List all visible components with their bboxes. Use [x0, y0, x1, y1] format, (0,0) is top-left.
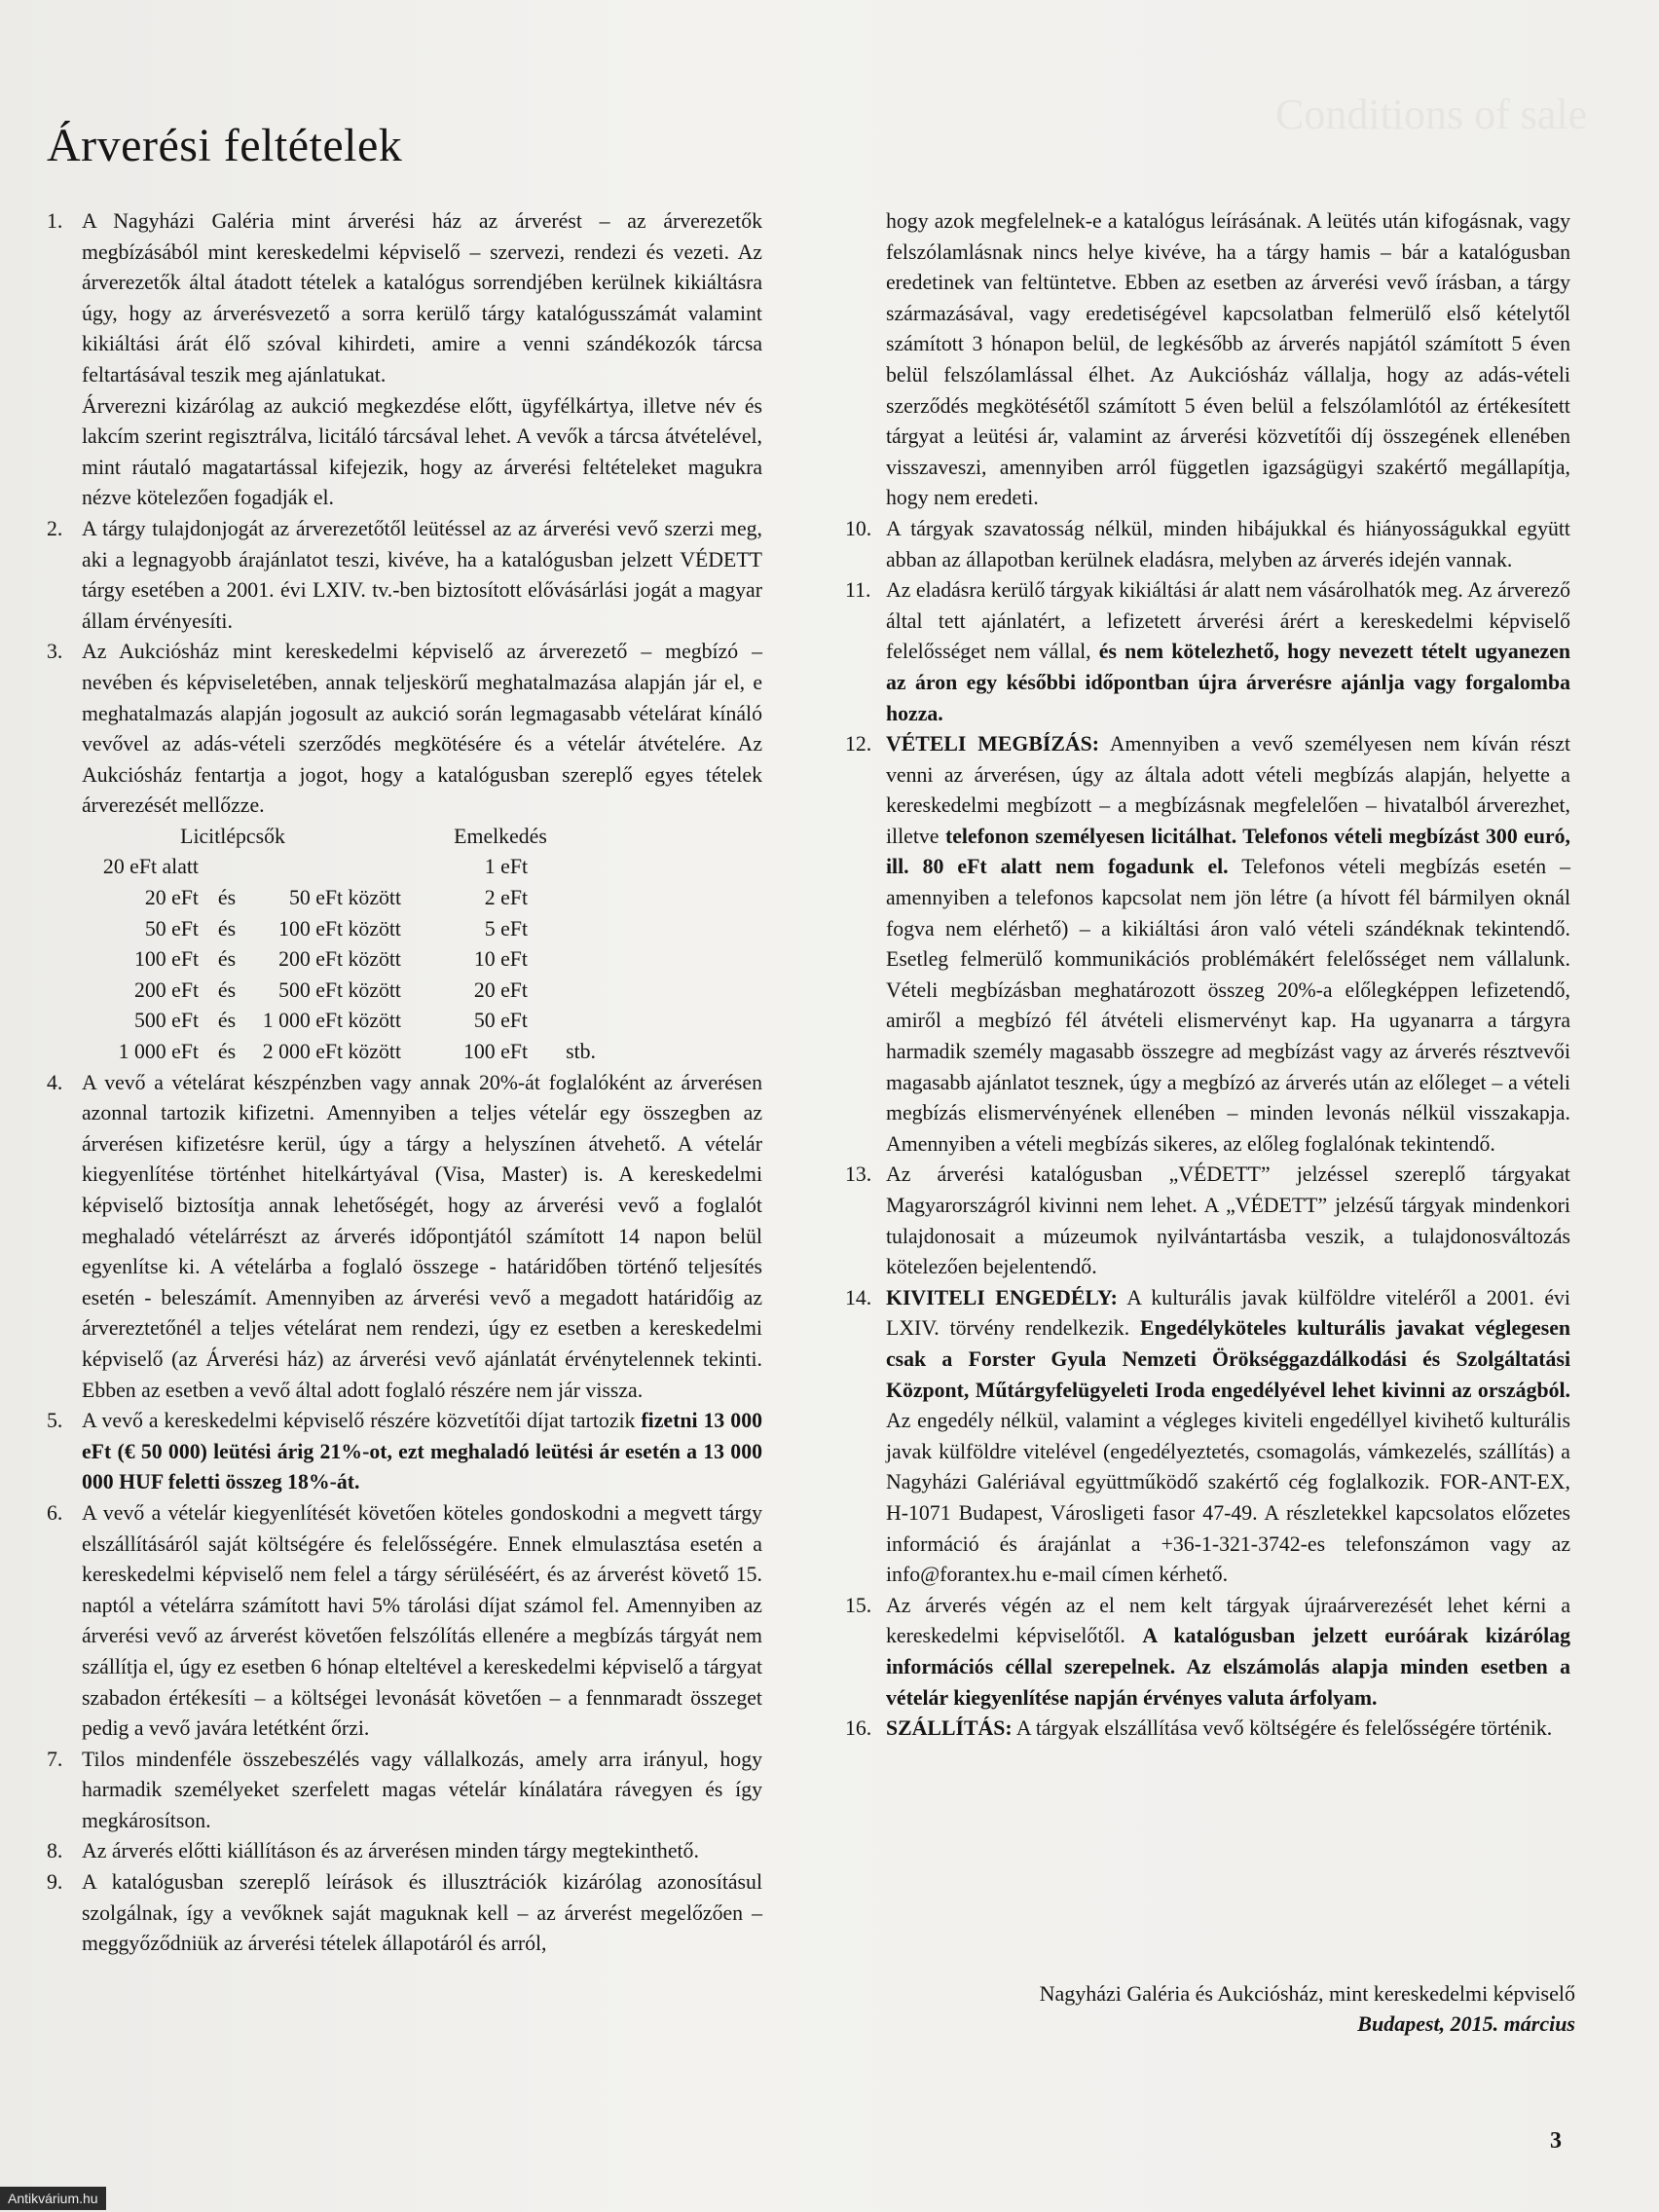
item-text-bold: A katalógusban jelzett euróárak kizárólag információs céllal szerepelnek. Az elszámolás alapja minden esetben a vételár kiegyenlítése napján érvényes valuta árfolyam.: [886, 1624, 1570, 1710]
term-item-1: [47, 206, 762, 514]
cell-from: 100 eFt: [134, 947, 199, 972]
term-item-14: [845, 1283, 1570, 1591]
item-number: 9.: [47, 1870, 63, 1895]
cell-to: 500 eFt között: [278, 977, 401, 1002]
term-item-12: [845, 729, 1570, 1160]
term-item-3: [47, 637, 762, 822]
item-number: 12.: [845, 732, 872, 756]
cell-from: 50 eFt: [144, 916, 199, 940]
item-number: 5.: [47, 1409, 63, 1433]
item-text: Az Aukciósház mint kereskedelmi képviselő az árverezető – megbízó – nevében és képviseletében, annak teljeskörű meghatalmazása alapján jár el, e meghatalmazás alapján jogosult az aukció során legmagasabb vételárat kínáló vevővel az adás-vételi szerződés megkötésére és a vételár átvételére. Az Aukciósház fentartja a jogot, hogy a katalógusban szereplő egyes tételek árverezését mellőzze.: [82, 640, 762, 818]
cell-note: stb.: [566, 1040, 596, 1064]
term-item-16: [845, 1714, 1570, 1745]
term-item-15: [845, 1591, 1570, 1714]
cell-increment: 100 eFt: [463, 1040, 528, 1064]
right-column: [845, 206, 1570, 1745]
item-number: 8.: [47, 1839, 63, 1863]
bid-increment-table: [47, 822, 762, 1068]
item-text: Amennyiben a vevő személyesen nem kíván részt venni az árverésen, úgy az általa adott vételi megbízás alapján, helyette a kereskedelmi megbízott – a megbízásnak megfelelően – hivatalból árverezhet, illetve: [886, 732, 1570, 848]
cell-to: 100 eFt között: [278, 916, 401, 940]
item-text: Az eladásra kerülő tárgyak kikiáltási ár alatt nem vásárolhatók meg. Az árverező által tett ajánlatért, a lefizetett árverési árért a kereskedelmi képviselő felelősséget nem vállal,: [886, 578, 1570, 664]
header-bid-steps: Licitlépcsők: [180, 824, 285, 848]
item-lead: VÉTELI MEGBÍZÁS:: [886, 732, 1100, 756]
table-row: [82, 976, 762, 1007]
term-item-4: [47, 1068, 762, 1407]
item-text-bold: és nem kötelezhető, hogy nevezett tételt ugyanezen az áron egy későbbi időpontban újra árverésre ajánlja vagy forgalomba hozza.: [886, 640, 1570, 725]
item-text: hogy azok megfelelnek-e a katalógus leírásának. A leütés után kifogásnak, vagy felszólamlásnak nincs helye kivéve, ha a tárgy hamis – bár a katalógusban eredetinek van feltüntetve. Ebben az esetben az árverési vevő írásban, a tárgy származásával, vagy eredetiségével kapcsolatban felmerülő első kételytől számított 3 hónapon belül, de legkésőbb az árverés napjától számított 5 éven belül felszólamlással élhet. Az Aukciósház vállalja, hogy az adás-vételi szerződés megkötésétől számított 5 éven belül a felszólamlótól az értékesített tárgyat a leütési ár, valamint az árverési közvetítői díj összegének ellenében visszaveszi, amennyiben arról független igazságügyi szakértő megállapítja, hogy nem eredeti.: [886, 209, 1570, 510]
show-through-heading: Conditions of sale: [1275, 91, 1588, 138]
page-title: Árverési feltételek: [47, 120, 403, 171]
term-item-8: [47, 1836, 762, 1867]
item-text-bold: telefonon személyesen licitálhat. Telefonos vételi megbízást 300 euró, ill. 80 eFt alatt nem fogadunk el.: [886, 824, 1571, 879]
item-text: A vevő a kereskedelmi képviselő részére közvetítői díjat tartozik: [82, 1409, 642, 1433]
term-item-9: [47, 1867, 762, 1960]
cell-to: 2 000 eFt között: [262, 1040, 401, 1064]
cell-increment: 50 eFt: [473, 1009, 528, 1033]
cell-and: és: [217, 1009, 237, 1033]
item-text: Az árverés végén az el nem kelt tárgyak újraárverezését lehet kérni a kereskedelmi képviselőtől.: [886, 1593, 1570, 1648]
term-item-11: [845, 575, 1570, 729]
watermark-label: Antikvárium.hu: [0, 2187, 106, 2210]
item-number: 14.: [845, 1285, 872, 1309]
table-row: [82, 852, 762, 883]
table-row: [82, 1006, 762, 1037]
item-text: A kulturális javak külföldre viteléről a 2001. évi LXIV. törvény rendelkezik.: [886, 1285, 1570, 1341]
cell-to: [255, 852, 401, 883]
item-text: A tárgyak szavatosság nélkül, minden hibájukkal és hiányosságukkal együtt abban az állapotban kerülnek eladásra, melyben az árverés idején vannak.: [886, 516, 1570, 571]
item-number: 13.: [845, 1162, 872, 1187]
cell-and: és: [217, 977, 237, 1002]
table-row: [82, 1037, 762, 1068]
term-item-13: [845, 1160, 1570, 1282]
cell-from: 20 eFt alatt: [102, 855, 199, 879]
item-text-tail: Az engedély nélkül, valamint a végleges kiviteli engedéllyel kivihető kulturális javak külföldre vitelével (engedélyeztetés, csomagolás, vámkezelés, szállítás) a Nagyházi Galériával együttműködő szakértő cég foglalkozik. FOR-ANT-EX, H-1071 Budapest, Városligeti fasor 47-49. A részletekkel kapcsolatos előzetes információ és árajánlat a +36-1-321-3742-es telefonszámon vagy az info@forantex.hu e-mail címen kérhető.: [886, 1409, 1570, 1587]
item-number: 4.: [47, 1070, 63, 1094]
table-row: [82, 883, 762, 914]
left-column: [47, 206, 762, 1960]
item-text: A katalógusban szereplő leírások és illusztrációk kizárólag azonosításul szolgálnak, így a vevőknek saját maguknak kell – az árverést megelőzően – meggyőződniük az árverési tételek állapotáról és arról,: [82, 1870, 762, 1956]
item-text-continued: Árverezni kizárólag az aukció megkezdése előtt, ügyfélkártya, illetve név és lakcím szerint regisztrálva, licitáló tárcsával lehet. A vevők a tárcsa átvételével, mint ráutaló magatartással kifejezik, hogy az árverési feltételeket magukra nézve kötelezően fogadják el.: [82, 393, 762, 510]
cell-and: és: [217, 916, 237, 940]
cell-to: 1 000 eFt között: [262, 1009, 401, 1033]
signature-block: [845, 1978, 1575, 2039]
table-header: [82, 822, 762, 853]
item-number: 2.: [47, 516, 63, 540]
cell-increment: 2 eFt: [484, 886, 528, 910]
cell-and: [199, 852, 255, 883]
item-number: 1.: [47, 209, 63, 233]
cell-note: [528, 883, 596, 914]
cell-note: [528, 944, 596, 976]
cell-increment: 5 eFt: [484, 916, 528, 940]
cell-note: [528, 1006, 596, 1037]
cell-from: 20 eFt: [144, 886, 199, 910]
item-lead: SZÁLLÍTÁS:: [886, 1716, 1013, 1741]
cell-from: 1 000 eFt: [118, 1040, 199, 1064]
term-item-7: [47, 1745, 762, 1837]
item-number: 7.: [47, 1747, 63, 1771]
cell-note: [528, 976, 596, 1007]
table-row: [82, 914, 762, 945]
item-number: 15.: [845, 1593, 872, 1617]
cell-and: és: [217, 947, 237, 972]
item-number: 3.: [47, 640, 63, 664]
item-text-bold: fizetni 13 000 eFt (€ 50 000) leütési árig 21%-ot, ezt meghaladó leütési ár esetén a 13 000 000 HUF feletti összeg 18%-át.: [82, 1409, 762, 1494]
item-text: Az árverési katalógusban „VÉDETT” jelzéssel szereplő tárgyakat Magyarországról kivinni nem lehet. A „VÉDETT” jelzésű tárgyak mindenkori tulajdonosait a múzeumok nyilvántartásba veszik, a tulajdonosváltozás kötelezően bejelentendő.: [886, 1162, 1570, 1279]
item-text-tail: Telefonos vételi megbízás esetén – amennyiben a telefonos kapcsolat nem jön létre (a hívott fél bármilyen oknál fogva nem elérhető) – a kikiáltási áron való vételi szándéknak tekintendő. Esetleg felmerülő kommunikációs problémákért felelősséget nem vállalunk. Vételi megbízásban meghatározott összeg 20%-a előlegképpen lefizetendő, amiről a megbízó fél átvételi elismervényt kap. Ha ugyanarra a tárgyra harmadik személy magasabb összegre ad megbízást vagy az árverés résztvevői magasabb ajánlatot tesznek, úgy a megbízó az árverés után az előleget – a vételi megbízás elismervényének ellenében – minden levonás nélkül visszakapja. Amennyiben a vételi megbízás sikeres, az előleg foglalónak tekintendő.: [886, 855, 1570, 1156]
cell-increment: 10 eFt: [473, 947, 528, 972]
item-lead: KIVITELI ENGEDÉLY:: [886, 1285, 1118, 1309]
cell-and: és: [217, 886, 237, 910]
item-text: A vevő a vételár kiegyenlítését követően köteles gondoskodni a megvett tárgy elszállításáról saját költségére és felelősségére. Ennek elmulasztása esetén a kereskedelmi képviselő nem felel a tárgy sérüléséért, és az árverést követő 15. naptól a vételárra számított havi 5% tárolási díjat számol fel. Amennyiben az árverési vevő az árverést követően felszólítás ellenére a megbízás tárgyát nem szállítja el, úgy ez esetben 6 hónap elteltével a kereskedelmi képviselő a tárgyat szabadon értékesíti – a költségei levonását követően – a fennmaradt összeget pedig a vevő javára letétként őrzi.: [82, 1500, 762, 1741]
term-item-9-continued: [845, 206, 1570, 514]
term-item-6: [47, 1498, 762, 1745]
item-text: A Nagyházi Galéria mint árverési ház az árverést – az árverezetők megbízásából mint kereskedelmi képviselő – szervezi, rendezi és vezeti. Az árverezetők által átadott tételek a katalógus sorrendjében kerülnek kikiáltásra úgy, hogy az árverésvezető a sorra kerülő tárgy katalógusszámát valamint kikiáltási árát élő szóval kihirdeti, amire a venni szándékozók tárcsa feltartásával teszik meg ajánlatukat.: [82, 209, 762, 387]
cell-note: [528, 852, 596, 883]
term-item-2: [47, 514, 762, 637]
item-text: A tárgy tulajdonjogát az árverezetőtől leütéssel az az árverési vevő szerzi meg, aki a legnagyobb árajánlatot teszi, kivéve, ha a katalógusban jelzett VÉDETT tárgy esetében a 2001. évi LXIV. tv.-ben biztosított elővásárlási jogát a magyar állam érvényesíti.: [82, 516, 762, 633]
cell-note: [528, 914, 596, 945]
cell-to: 50 eFt között: [288, 886, 401, 910]
page-number: 3: [1550, 2128, 1562, 2154]
term-item-10: [845, 514, 1570, 575]
signature-issuer: Nagyházi Galéria és Aukciósház, mint kereskedelmi képviselő: [1039, 1981, 1575, 2006]
item-text-bold: Engedélyköteles kulturális javakat véglegesen csak a Forster Gyula Nemzeti Örökséggazdálkodási és Szolgáltatási Központ, Műtárgyfelügyeleti Iroda engedélyével lehet kivinni az országból.: [886, 1316, 1570, 1402]
term-item-5: [47, 1406, 762, 1498]
item-text: Az árverés előtti kiállításon és az árverésen minden tárgy megtekinthető.: [82, 1839, 699, 1863]
header-increment: Emelkedés: [454, 824, 547, 848]
item-text: A tárgyak elszállítása vevő költségére és felelősségére történik.: [1012, 1716, 1553, 1741]
item-number: 10.: [845, 516, 872, 540]
cell-increment: 1 eFt: [484, 855, 528, 879]
cell-increment: 20 eFt: [473, 977, 528, 1002]
table-row: [82, 944, 762, 976]
cell-from: 500 eFt: [134, 1009, 199, 1033]
cell-to: 200 eFt között: [278, 947, 401, 972]
item-number: 16.: [845, 1716, 872, 1741]
item-number: 11.: [845, 578, 871, 603]
signature-place-date: Budapest, 2015. március: [1357, 2011, 1575, 2036]
item-text: Tilos mindenféle összebeszélés vagy vállalkozás, amely arra irányul, hogy harmadik személyeket szerfelett magas vételár kínálatára rávegyen és így megkárosítson.: [82, 1747, 762, 1832]
cell-from: 200 eFt: [134, 977, 199, 1002]
cell-and: és: [217, 1040, 237, 1064]
item-text: A vevő a vételárat készpénzben vagy annak 20%-át foglalóként az árverésen azonnal tartozik kifizetni. Amennyiben a teljes vételár egy összegben az árverésen kifizetésre kerül, úgy a tárgy a helyszínen átvehető. A vételár kiegyenlítése történhet hitelkártyával (Visa, Master) is. A kereskedelmi képviselő biztosítja annak lehetőségét, hogy az árverési vevő a foglalót meghaladó vételárrészt az árverés időpontjától számított 14 napon belül egyenlítse ki. A vételárba a foglaló összege - határidőben történő teljesítés esetén - beleszámít. Amennyiben az árverési vevő a megadott határidőig az árvereztetőnél a teljes vételárat nem rendezi, úgy ez esetben a kereskedelmi képviselő (az Árverési ház) az árverési vevő ajánlatát érvénytelennek tekinti. Ebben az esetben a vevő által adott foglaló részére nem jár vissza.: [82, 1070, 762, 1402]
item-number: 6.: [47, 1500, 63, 1525]
